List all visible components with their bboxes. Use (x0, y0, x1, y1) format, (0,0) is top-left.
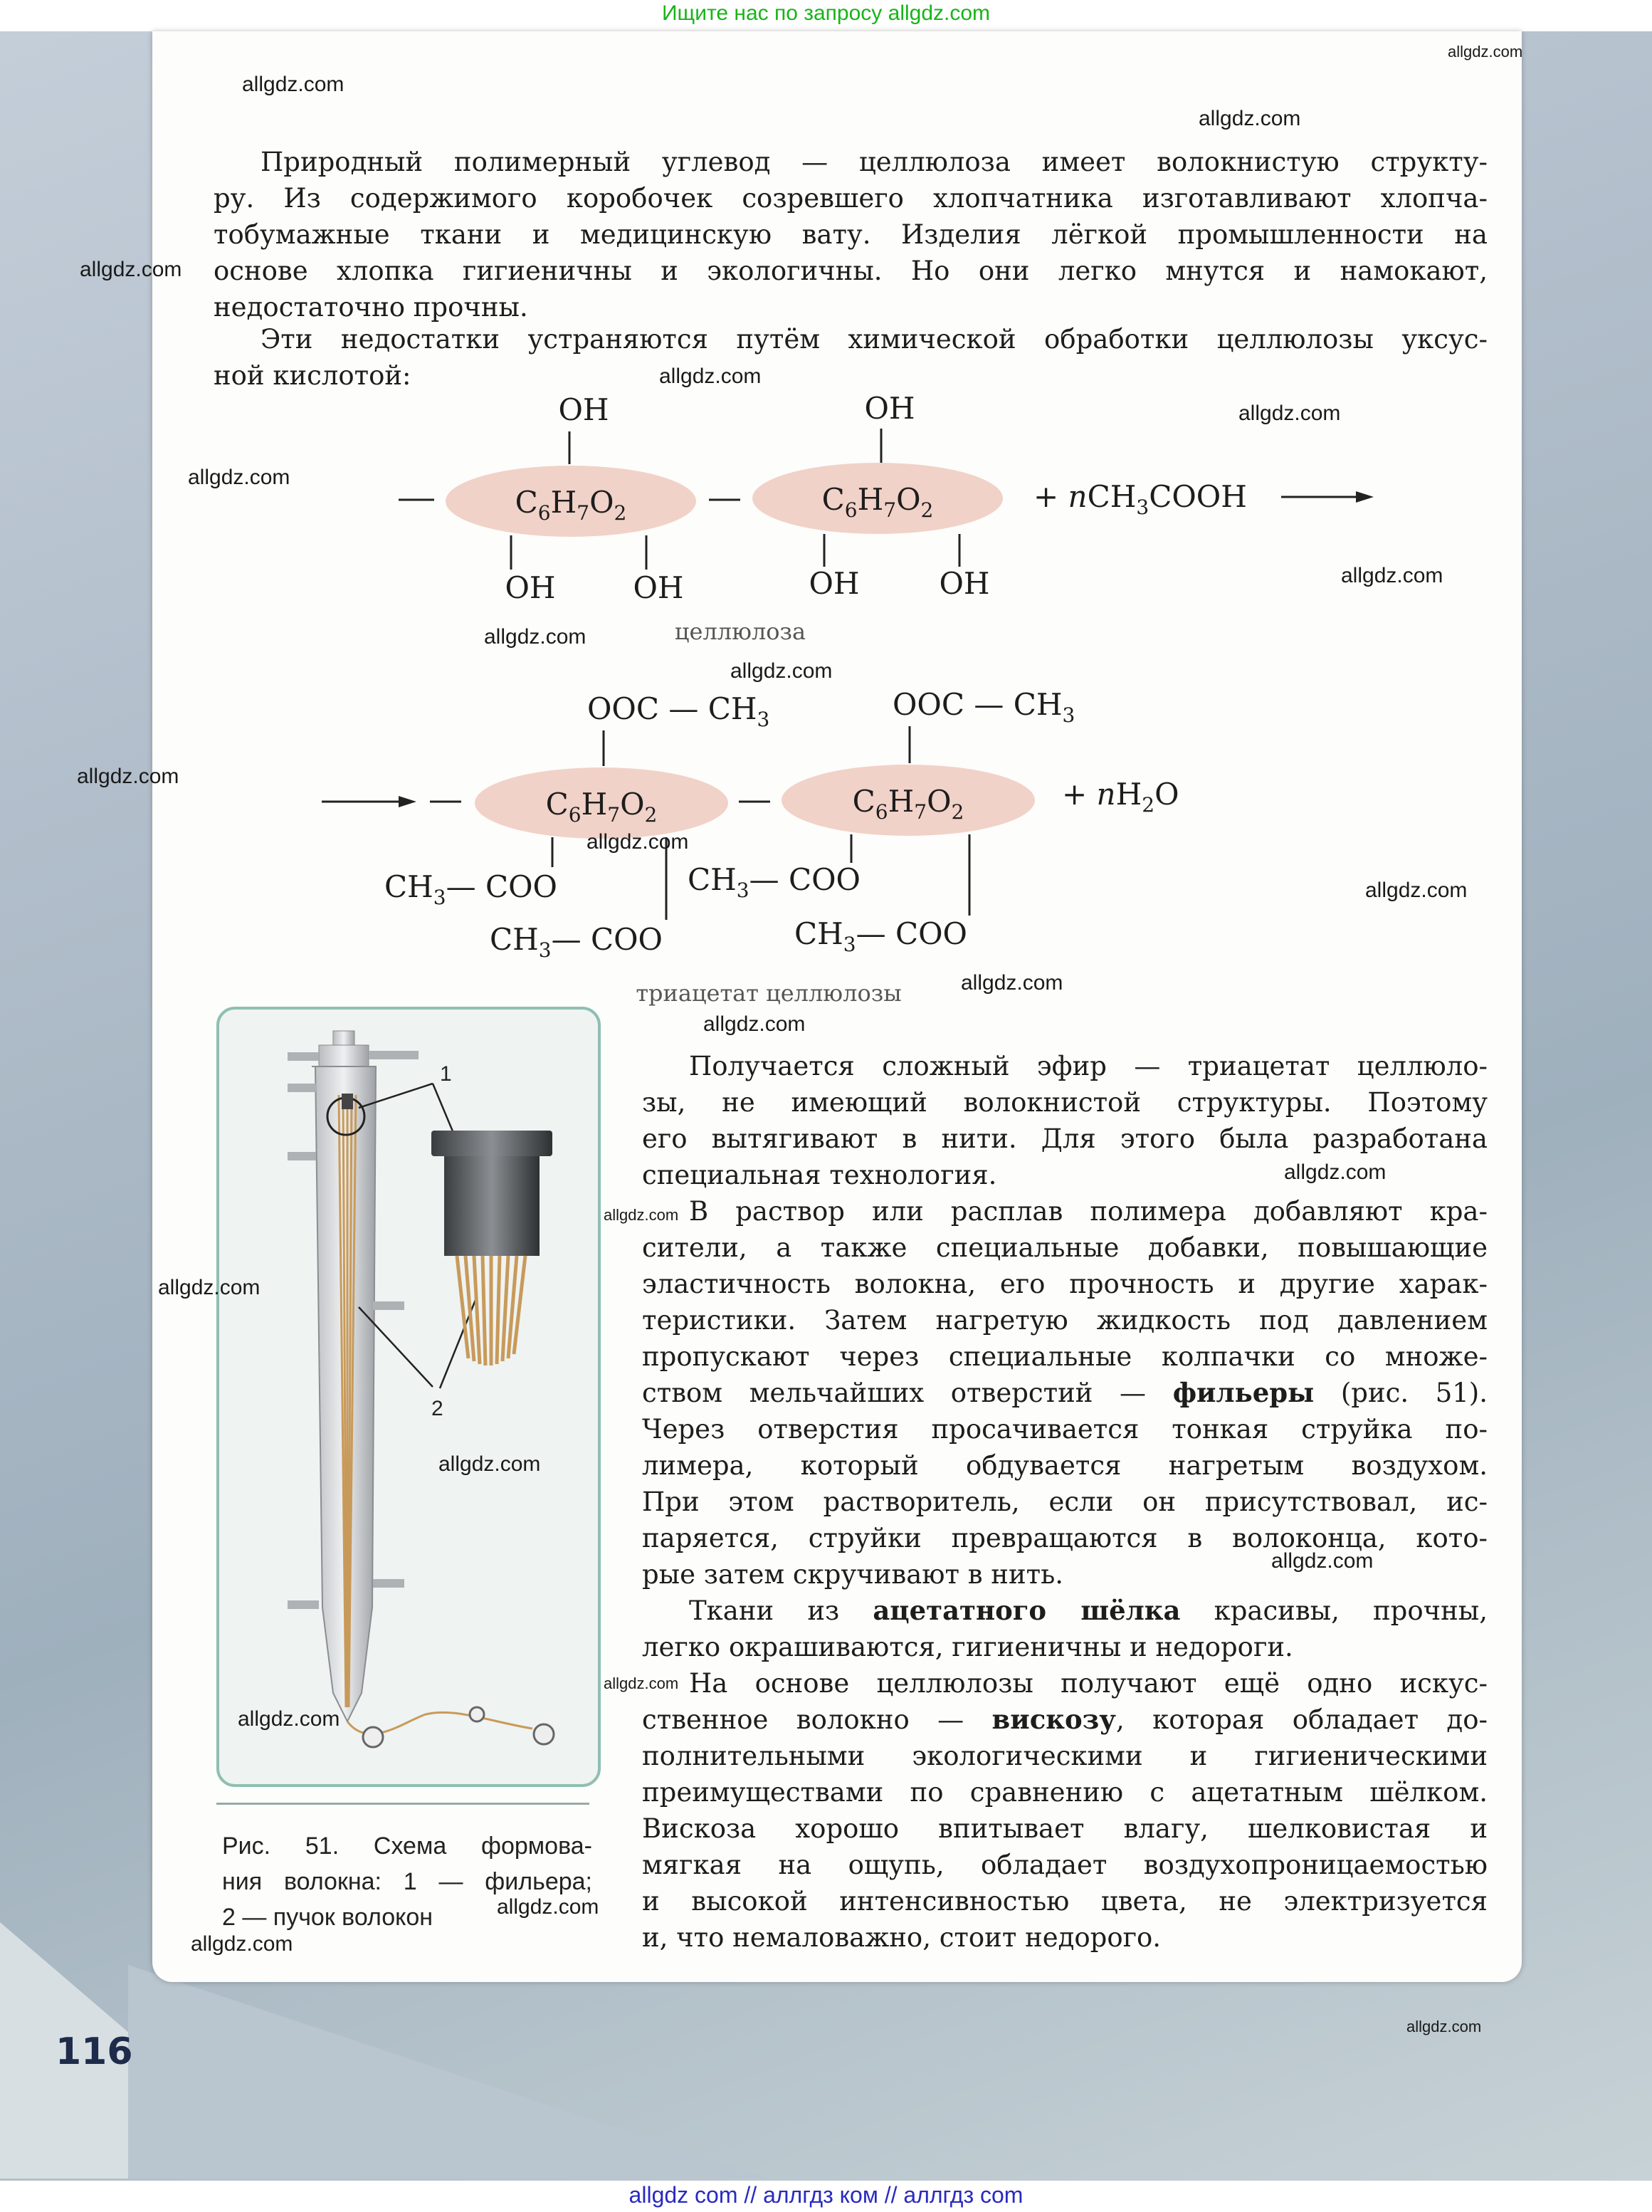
reagent-text: + nCH$_3$COOH (1033, 479, 1247, 519)
text-line: ру. Из содержимого коробочек созревшего хлопчатника изготавливают хлопча- (214, 183, 1488, 214)
oh-group: OH (505, 570, 556, 605)
top-banner[interactable]: Ищите нас по запросу allgdz.com (661, 1, 991, 25)
pipe (288, 1600, 319, 1609)
watermark[interactable]: allgdz.com (242, 73, 344, 96)
text-line: паряется, струйки превращаются в волоконца, кото- (642, 1523, 1488, 1553)
text-run: красивы, прочны, (1180, 1595, 1488, 1626)
ester-bottom-group: $CH_3—$ COO (794, 916, 967, 956)
label-triacetate: триацетат целлюлозы (636, 980, 902, 1007)
spinneret-small (342, 1094, 353, 1109)
pipe (288, 1152, 316, 1160)
text-line: лимера, который обдувается нагретым воздухом. (642, 1450, 1488, 1481)
figure-spinneret-box (216, 1007, 601, 1787)
unit-formula: $C_6H_7O_2$ (852, 784, 964, 824)
text-line: В раствор или расплав полимера добавляют кра- (689, 1196, 1488, 1227)
text-line: и высокой интенсивностью цвета, не электризуется (642, 1886, 1488, 1917)
watermark[interactable]: allgdz.com (1365, 879, 1468, 902)
oh-group: OH (633, 570, 684, 605)
text-line-acetate-silk (642, 1593, 1488, 1629)
text-line: Природный полимерный углевод — целлюлоза имеет волокнистую структу- (261, 147, 1488, 177)
caption-divider (216, 1803, 589, 1805)
watermark[interactable]: allgdz.com (1284, 1160, 1387, 1184)
text-line: основе хлопка гигиеничны и экологичны. Но они легко мнутся и намокают, (214, 256, 1488, 286)
oh-group: OH (809, 566, 860, 601)
text-line: рые затем скручивают в нить. (642, 1559, 1063, 1590)
figure-spinneret-illustration (219, 1010, 598, 1784)
text-line: пропускают через специальные колпачки со множе- (642, 1341, 1488, 1372)
watermark[interactable]: allgdz.com (1199, 107, 1301, 130)
page-number: 116 (56, 2030, 133, 2073)
roller (470, 1707, 484, 1721)
ester-bottom-group: $CH_3—$ COO (688, 862, 861, 902)
watermark[interactable]: allgdz.com (77, 765, 179, 788)
ester-bottom-group: $CH_3—$ COO (490, 922, 663, 962)
text-line: Эти недостатки устраняются путём химической обработки целлюлозы уксус- (261, 324, 1488, 355)
product-water: + $nH_2O$ (1062, 777, 1179, 817)
term-acetate-silk: ацетатного шёлка (873, 1595, 1181, 1626)
enlarged-fibers (457, 1256, 525, 1366)
text-line: При этом растворитель, если он присутствовал, ис- (642, 1487, 1488, 1517)
watermark[interactable]: allgdz.com (1448, 43, 1523, 61)
text-line: Получается сложный эфир — триацетат целлюло- (689, 1051, 1488, 1081)
spinneret-enlarged-body (444, 1156, 540, 1256)
caption-line: 2 — пучок волокон (222, 1904, 433, 1931)
text-line-viscose (642, 1702, 1488, 1738)
background-shape (128, 1965, 769, 2179)
term-viscose: вискозу (991, 1704, 1116, 1735)
text-line: теристики. Затем нагретую жидкость под давлением (642, 1305, 1488, 1336)
roller (534, 1724, 554, 1744)
watermark[interactable]: allgdz.com (238, 1707, 340, 1731)
text-line: полнительными экологическими и гигиеническими (642, 1741, 1488, 1771)
text-run: Ткани из (689, 1595, 873, 1626)
text-line: Через отверстия просачивается тонкая струйка по- (642, 1414, 1488, 1445)
text-line: На основе целлюлозы получают ещё одно искус- (689, 1668, 1488, 1699)
pipe (369, 1051, 419, 1059)
text-line: специальная технология. (642, 1160, 997, 1190)
term-spinneret: фильеры (1172, 1377, 1315, 1408)
figure-label-1: 1 (440, 1062, 452, 1086)
figure-label-2: 2 (431, 1397, 443, 1420)
watermark[interactable]: allgdz.com (730, 659, 833, 683)
watermark[interactable]: allgdz.com (604, 1674, 679, 1692)
unit-formula: $C_6H_7O_2$ (821, 482, 934, 522)
column-top (333, 1031, 354, 1045)
watermark[interactable]: allgdz.com (1238, 402, 1341, 425)
watermark[interactable]: allgdz.com (1341, 564, 1443, 587)
watermark[interactable]: allgdz.com (158, 1276, 261, 1299)
text-line: тобумажные ткани и медицинскую вату. Изделия лёгкой промышленности на (214, 219, 1488, 250)
watermark[interactable]: allgdz.com (1406, 2018, 1482, 2035)
watermark[interactable]: allgdz.com (1271, 1549, 1374, 1573)
watermark[interactable]: allgdz.com (604, 1206, 679, 1224)
watermark[interactable]: allgdz.com (586, 830, 689, 854)
text-line: Вискоза хорошо впитывает влагу, шелковистая и (642, 1813, 1488, 1844)
text-line: преимуществами по сравнению с ацетатным шёлком. (642, 1777, 1488, 1808)
reaction-scheme (0, 0, 1652, 1011)
text-line-spinneret (642, 1375, 1488, 1411)
spinneret-enlarged-flange (431, 1131, 552, 1156)
bottom-banner[interactable]: allgdz com // аллгдз ком // аллгдз com (0, 2181, 1652, 2212)
caption-line: Рис. 51. Схема формова- (222, 1833, 592, 1860)
watermark[interactable]: allgdz.com (659, 365, 762, 388)
text-line: зы, не имеющий волокнистой структуры. Поэтому (642, 1087, 1488, 1118)
text-line: недостаточно прочны. (214, 292, 528, 323)
text-line: сители, а также специальные добавки, повышающие (642, 1232, 1488, 1263)
watermark[interactable]: allgdz.com (484, 625, 586, 649)
watermark[interactable]: allgdz.com (80, 258, 182, 281)
text-line: легко окрашиваются, гигиеничны и недороги. (642, 1632, 1293, 1662)
watermark[interactable]: allgdz.com (703, 1012, 806, 1036)
text-run: ственное волокно — (642, 1704, 992, 1735)
text-line: ной кислотой: (214, 360, 411, 391)
watermark[interactable]: allgdz.com (497, 1895, 599, 1919)
pipe (373, 1579, 404, 1588)
oh-group: OH (939, 566, 990, 601)
oh-group: OH (864, 391, 915, 426)
pipe (288, 1052, 319, 1061)
ester-top-group: OOC — $CH_3$ (587, 691, 770, 731)
text-line: его вытягивают в нити. Для этого была разработана (642, 1123, 1488, 1154)
unit-formula: $C_6H_7O_2$ (545, 787, 658, 827)
pipe (288, 1084, 316, 1092)
watermark[interactable]: allgdz.com (438, 1452, 541, 1476)
watermark[interactable]: allgdz.com (961, 971, 1063, 995)
unit-formula: $C_6H_7O_2$ (515, 485, 627, 525)
text-line: и, что немаловажно, стоит недорого. (642, 1922, 1162, 1953)
text-line: мягкая на ощупь, обладает воздухопроницаемостью (642, 1850, 1488, 1880)
roller (363, 1727, 383, 1747)
text-run: (рис. 51). (1314, 1378, 1488, 1408)
text-run: ством мельчайших отверстий — (642, 1378, 1173, 1408)
ester-bottom-group: $CH_3—$ COO (384, 869, 557, 909)
text-line: эластичность волокна, его прочность и другие харак- (642, 1269, 1488, 1299)
watermark[interactable]: allgdz.com (188, 466, 290, 489)
ester-top-group: OOC — $CH_3$ (893, 687, 1075, 727)
column-collar (319, 1045, 369, 1066)
pipe (373, 1301, 404, 1310)
text-run: , которая обладает до- (1115, 1704, 1488, 1735)
arrow-head (399, 796, 416, 807)
caption-line: ния волокна: 1 — фильера; (222, 1868, 592, 1895)
arrow-head (1356, 491, 1374, 503)
oh-group: OH (558, 392, 609, 427)
label-cellulose: целлюлоза (674, 618, 806, 645)
watermark[interactable]: allgdz.com (191, 1932, 293, 1956)
